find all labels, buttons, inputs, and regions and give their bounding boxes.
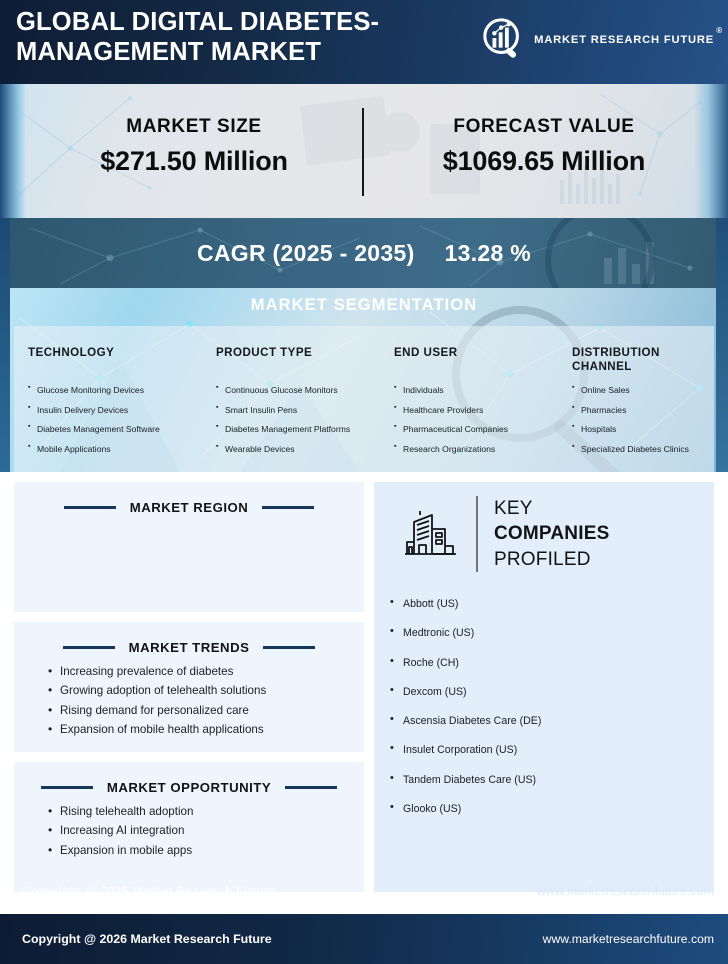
registered-mark-icon: ® [716,26,723,35]
watermark-copyright: Copyright @ 2025 Market Research Future [22,884,276,898]
list-item: • Dexcom (US) [390,686,710,699]
list-item: • Tandem Diabetes Care (US) [390,774,710,787]
key-companies-heading [400,496,609,572]
market-opportunity-panel [14,762,364,892]
market-region-heading [14,482,364,515]
list-item: • Increasing prevalence of diabetes [48,663,364,681]
segment-item: ▪ Diabetes Management Software [28,423,192,436]
market-opportunity-title: MARKET OPPORTUNITY [106,780,272,795]
cagr-label: CAGR (2025 - 2035) [196,239,415,266]
rule-right [285,786,337,789]
segment-item: ▪ Smart Insulin Pens [216,404,370,417]
key-companies-list [390,598,710,832]
list-item: • Growing adoption of telehealth solutions [48,682,364,700]
segment-item: ▪ Specialized Diabetes Clinics [572,443,704,456]
rule-left [41,786,93,789]
footer-copyright: Copyright @ 2026 Market Research Future [22,932,272,946]
rule-left [63,646,115,649]
segment-item: ▪ Pharmaceutical Companies [394,423,548,436]
segment-item: ▪ Glucose Monitoring Devices [28,384,192,397]
market-trends-panel [14,622,364,752]
segment-heading: DISTRIBUTION CHANNEL [572,346,660,373]
list-item: • Roche (CH) [390,657,710,670]
list-item: • Expansion in mobile apps [48,842,364,860]
market-region-title: MARKET REGION [129,500,249,515]
cagr-section [0,218,728,288]
list-item: • Rising telehealth adoption [48,803,364,821]
market-size-label: MARKET SIZE [126,116,262,137]
market-size-value: $271.50 Million [100,146,288,176]
segmentation-edge-right [716,218,728,472]
magnifier-bar-chart-logo-icon [481,17,527,63]
segment-heading: END USER [394,346,458,359]
segment-item-list [394,384,548,456]
key-companies-divider [476,496,478,572]
kpi-section [0,84,728,218]
segment-item-list [216,384,370,456]
market-size-block [44,116,344,177]
footer-bar [0,914,728,964]
key-companies-line1: KEY [494,498,533,520]
logo-label: MARKET RESEARCH FUTURE [534,34,714,46]
segment-item-list [28,384,192,456]
list-item: • Insulet Corporation (US) [390,744,710,757]
footer-website[interactable]: www.marketresearchfuture.com [542,932,714,946]
rule-right [262,506,314,509]
segment-item: ▪ Research Organizations [394,443,548,456]
forecast-value-label: FORECAST VALUE [453,116,635,137]
segment-item-list [572,384,704,456]
key-companies-title [494,496,609,572]
page-title: GLOBAL DIGITAL DIABETES-MANAGEMENT MARKET [16,8,380,66]
segment-item: ▪ Diabetes Management Platforms [216,423,370,436]
list-item: • Expansion of mobile health applications [48,721,364,739]
segment-item: ▪ Online Sales [572,384,704,397]
watermark-website: www.marketresearchfuture.com [536,884,714,898]
market-opportunity-heading [14,762,364,795]
segment-item: ▪ Wearable Devices [216,443,370,456]
forecast-value-block [384,116,704,177]
forecast-value-amount: $1069.65 Million [442,146,646,176]
header-bar [0,0,728,84]
segmentation-column-product-type [202,332,380,472]
market-trends-title: MARKET TRENDS [128,640,250,655]
market-region-panel [14,482,364,612]
list-item: • Ascensia Diabetes Care (DE) [390,715,710,728]
market-trends-heading [14,622,364,655]
segment-item: ▪ Hospitals [572,423,704,436]
segmentation-column-technology [14,332,202,472]
segment-item: ▪ Pharmacies [572,404,704,417]
kpi-divider [362,108,364,196]
logo-text [534,26,723,46]
segmentation-title: MARKET SEGMENTATION [250,296,478,314]
segment-item: ▪ Individuals [394,384,548,397]
segmentation-edge-left [0,218,10,472]
segment-item: ▪ Insulin Delivery Devices [28,404,192,417]
list-item: • Medtronic (US) [390,627,710,640]
market-opportunity-list [14,803,364,860]
market-trends-list [14,663,364,739]
key-companies-line2: COMPANIES [494,523,610,545]
segment-item: ▪ Mobile Applications [28,443,192,456]
brand-logo [481,16,723,64]
segment-item: ▪ Continuous Glucose Monitors [216,384,370,397]
rule-right [263,646,315,649]
list-item: • Abbott (US) [390,598,710,611]
list-item: • Increasing AI integration [48,822,364,840]
segment-heading: TECHNOLOGY [28,346,115,359]
office-building-icon [400,504,460,564]
list-item: • Rising demand for personalized care [48,702,364,720]
rule-left [64,506,116,509]
segment-heading: PRODUCT TYPE [216,346,313,359]
segmentation-columns [14,332,714,472]
list-item: • Glooko (US) [390,803,710,816]
key-companies-line3: PROFILED [494,548,591,570]
segment-item: ▪ Healthcare Providers [394,404,548,417]
segmentation-column-distribution-channel [558,332,714,472]
cagr-value: 13.28 % [444,239,532,266]
segmentation-column-end-user [380,332,558,472]
